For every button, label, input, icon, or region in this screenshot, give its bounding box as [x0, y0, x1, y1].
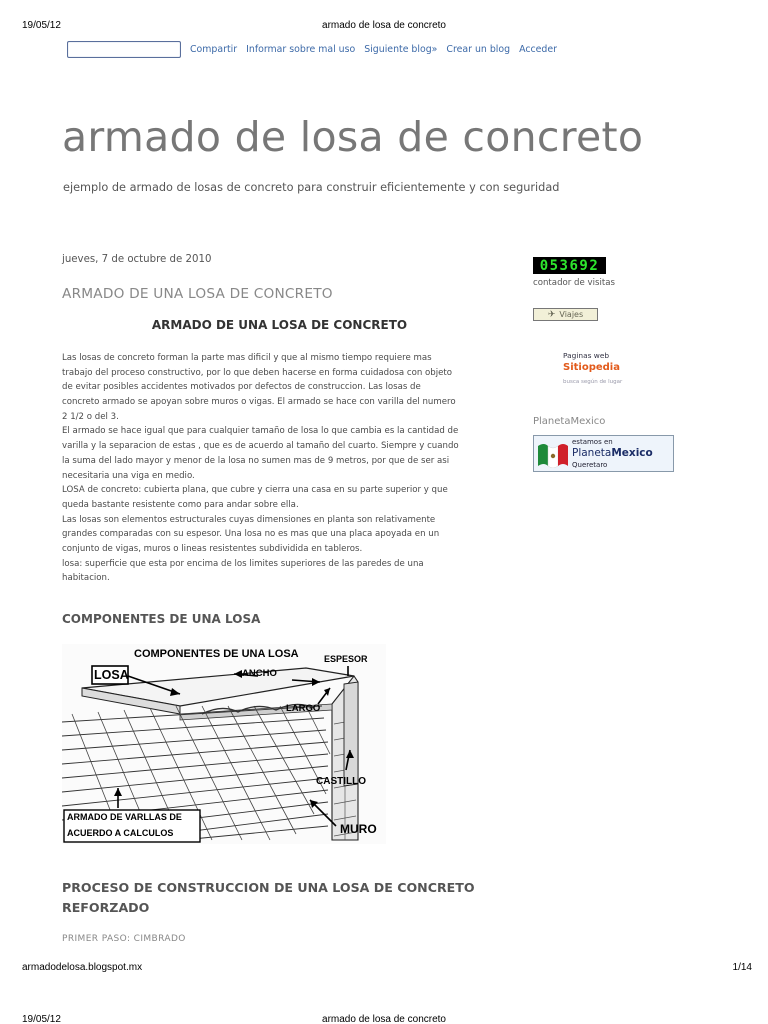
- planetamexico-heading: PlanetaMexico: [533, 416, 606, 427]
- post-title[interactable]: ARMADO DE UNA LOSA DE CONCRETO: [62, 286, 333, 302]
- label-losa: LOSA: [94, 668, 129, 682]
- body-line: trabajo del proceso constructivo, por lo que deben hacerse en forma cuidadosa con objeto: [62, 367, 453, 378]
- post-body: [62, 351, 502, 586]
- create-blog-link[interactable]: Crear un blog: [446, 43, 511, 55]
- planetamexico-badge[interactable]: [533, 435, 674, 472]
- body-line: de evitar posibles accidentes motivados por defectos de construccion. Las losas de: [62, 382, 421, 393]
- post-date: jueves, 7 de octubre de 2010: [62, 254, 212, 265]
- viajes-label: Viajes: [559, 310, 584, 319]
- airplane-icon: ✈: [547, 309, 556, 320]
- paginas-web-label: Paginas web: [563, 351, 610, 360]
- planeta-location: Queretaro: [572, 461, 608, 469]
- body-line: necesitaria una viga en medio.: [62, 470, 195, 481]
- label-largo: LARGO: [286, 703, 321, 714]
- navbar-search-input[interactable]: [67, 41, 181, 58]
- slab-components-diagram[interactable]: [62, 644, 386, 844]
- sitiopedia-logo[interactable]: Sitiopedia: [563, 362, 620, 373]
- print-title: armado de losa de concreto: [322, 20, 446, 31]
- label-espesor: ESPESOR: [324, 654, 368, 664]
- report-abuse-link[interactable]: Informar sobre mal uso: [246, 43, 356, 55]
- mexico-flag-icon: [536, 440, 570, 468]
- process-heading: PROCESO DE CONSTRUCCION DE UNA LOSA DE CONCRETO REFORZADO: [62, 880, 475, 915]
- label-armado-2: ACUERDO A CALCULOS: [67, 828, 174, 838]
- sign-in-link[interactable]: Acceder: [519, 43, 557, 55]
- body-line: 2 1/2 o del 3.: [62, 411, 119, 422]
- body-line: Las losas de concreto forman la parte mas dificil y que al mismo tiempo requiere mas: [62, 353, 432, 363]
- print-date-next: 19/05/12: [22, 1014, 61, 1024]
- body-line: varilla y la separacion de estas , que es de acuerdo al tamaño del cuarto. Siempre y cuando: [62, 441, 459, 452]
- label-castillo: CASTILLO: [316, 776, 366, 787]
- print-page-number: 1/14: [732, 962, 752, 973]
- share-link[interactable]: Compartir: [190, 43, 238, 55]
- label-ancho: ANCHO: [242, 668, 277, 679]
- print-date: 19/05/12: [22, 20, 61, 31]
- post-heading: ARMADO DE UNA LOSA DE CONCRETO: [151, 318, 408, 332]
- planeta-brand-a: Planeta: [572, 447, 612, 459]
- planeta-brand-b: Mexico: [611, 447, 653, 459]
- components-heading: COMPONENTES DE UNA LOSA: [62, 612, 261, 626]
- body-line: El armado se hace igual que para cualquier tamaño de losa lo que cambia es la cantidad de: [62, 426, 459, 437]
- blog-title[interactable]: armado de losa de concreto: [62, 113, 644, 161]
- label-armado-1: ARMADO DE VARLLAS DE: [67, 812, 182, 822]
- sitiopedia-tagline: busca según de lugar: [563, 379, 623, 385]
- body-line: Las losas son elementos estructurales cuyas dimensiones en planta son relativamente: [62, 514, 436, 525]
- next-blog-link[interactable]: Siguiente blog»: [364, 43, 438, 55]
- body-line: habitacion.: [62, 573, 110, 584]
- body-line: losa: superficie que esta por encima de los limites superiores de las paredes de una: [62, 558, 424, 569]
- print-title-next: armado de losa de concreto: [322, 1014, 446, 1024]
- blog-description: ejemplo de armado de losas de concreto para construir eficientemente y con seguridad: [63, 181, 560, 194]
- first-step-label: PRIMER PASO: CIMBRADO: [62, 934, 186, 944]
- body-line: concreto armado se apoyan sobre muros o vigas. El armado se hace con varilla del numero: [62, 397, 456, 408]
- body-line: queda bastante resistente como para andar sobre ella.: [62, 499, 299, 510]
- body-line: conjunto de vigas, muros o lineas resistentes subdividida en tableros.: [62, 543, 363, 554]
- planeta-brand: [572, 447, 653, 459]
- diagram-title: COMPONENTES DE UNA LOSA: [134, 648, 299, 660]
- body-line: grandes comparadas con su espesor. Una losa no es mas que una placa apoyada en un: [62, 529, 440, 540]
- viajes-badge[interactable]: [533, 308, 598, 321]
- visit-counter[interactable]: 053692: [533, 257, 606, 274]
- body-line: LOSA de concreto: cubierta plana, que cubre y cierra una casa en su parte superior y que: [62, 485, 448, 496]
- visit-counter-label: contador de visitas: [533, 278, 615, 288]
- planeta-line1: estamos en: [572, 438, 613, 446]
- body-line: la suma del lado mayor y menor de la losa no sumen mas de 9 metros, por que de ser asi: [62, 455, 450, 466]
- label-muro: MURO: [340, 822, 377, 836]
- blogger-navbar: [67, 40, 557, 58]
- print-url: armadodelosa.blogspot.mx: [22, 962, 143, 973]
